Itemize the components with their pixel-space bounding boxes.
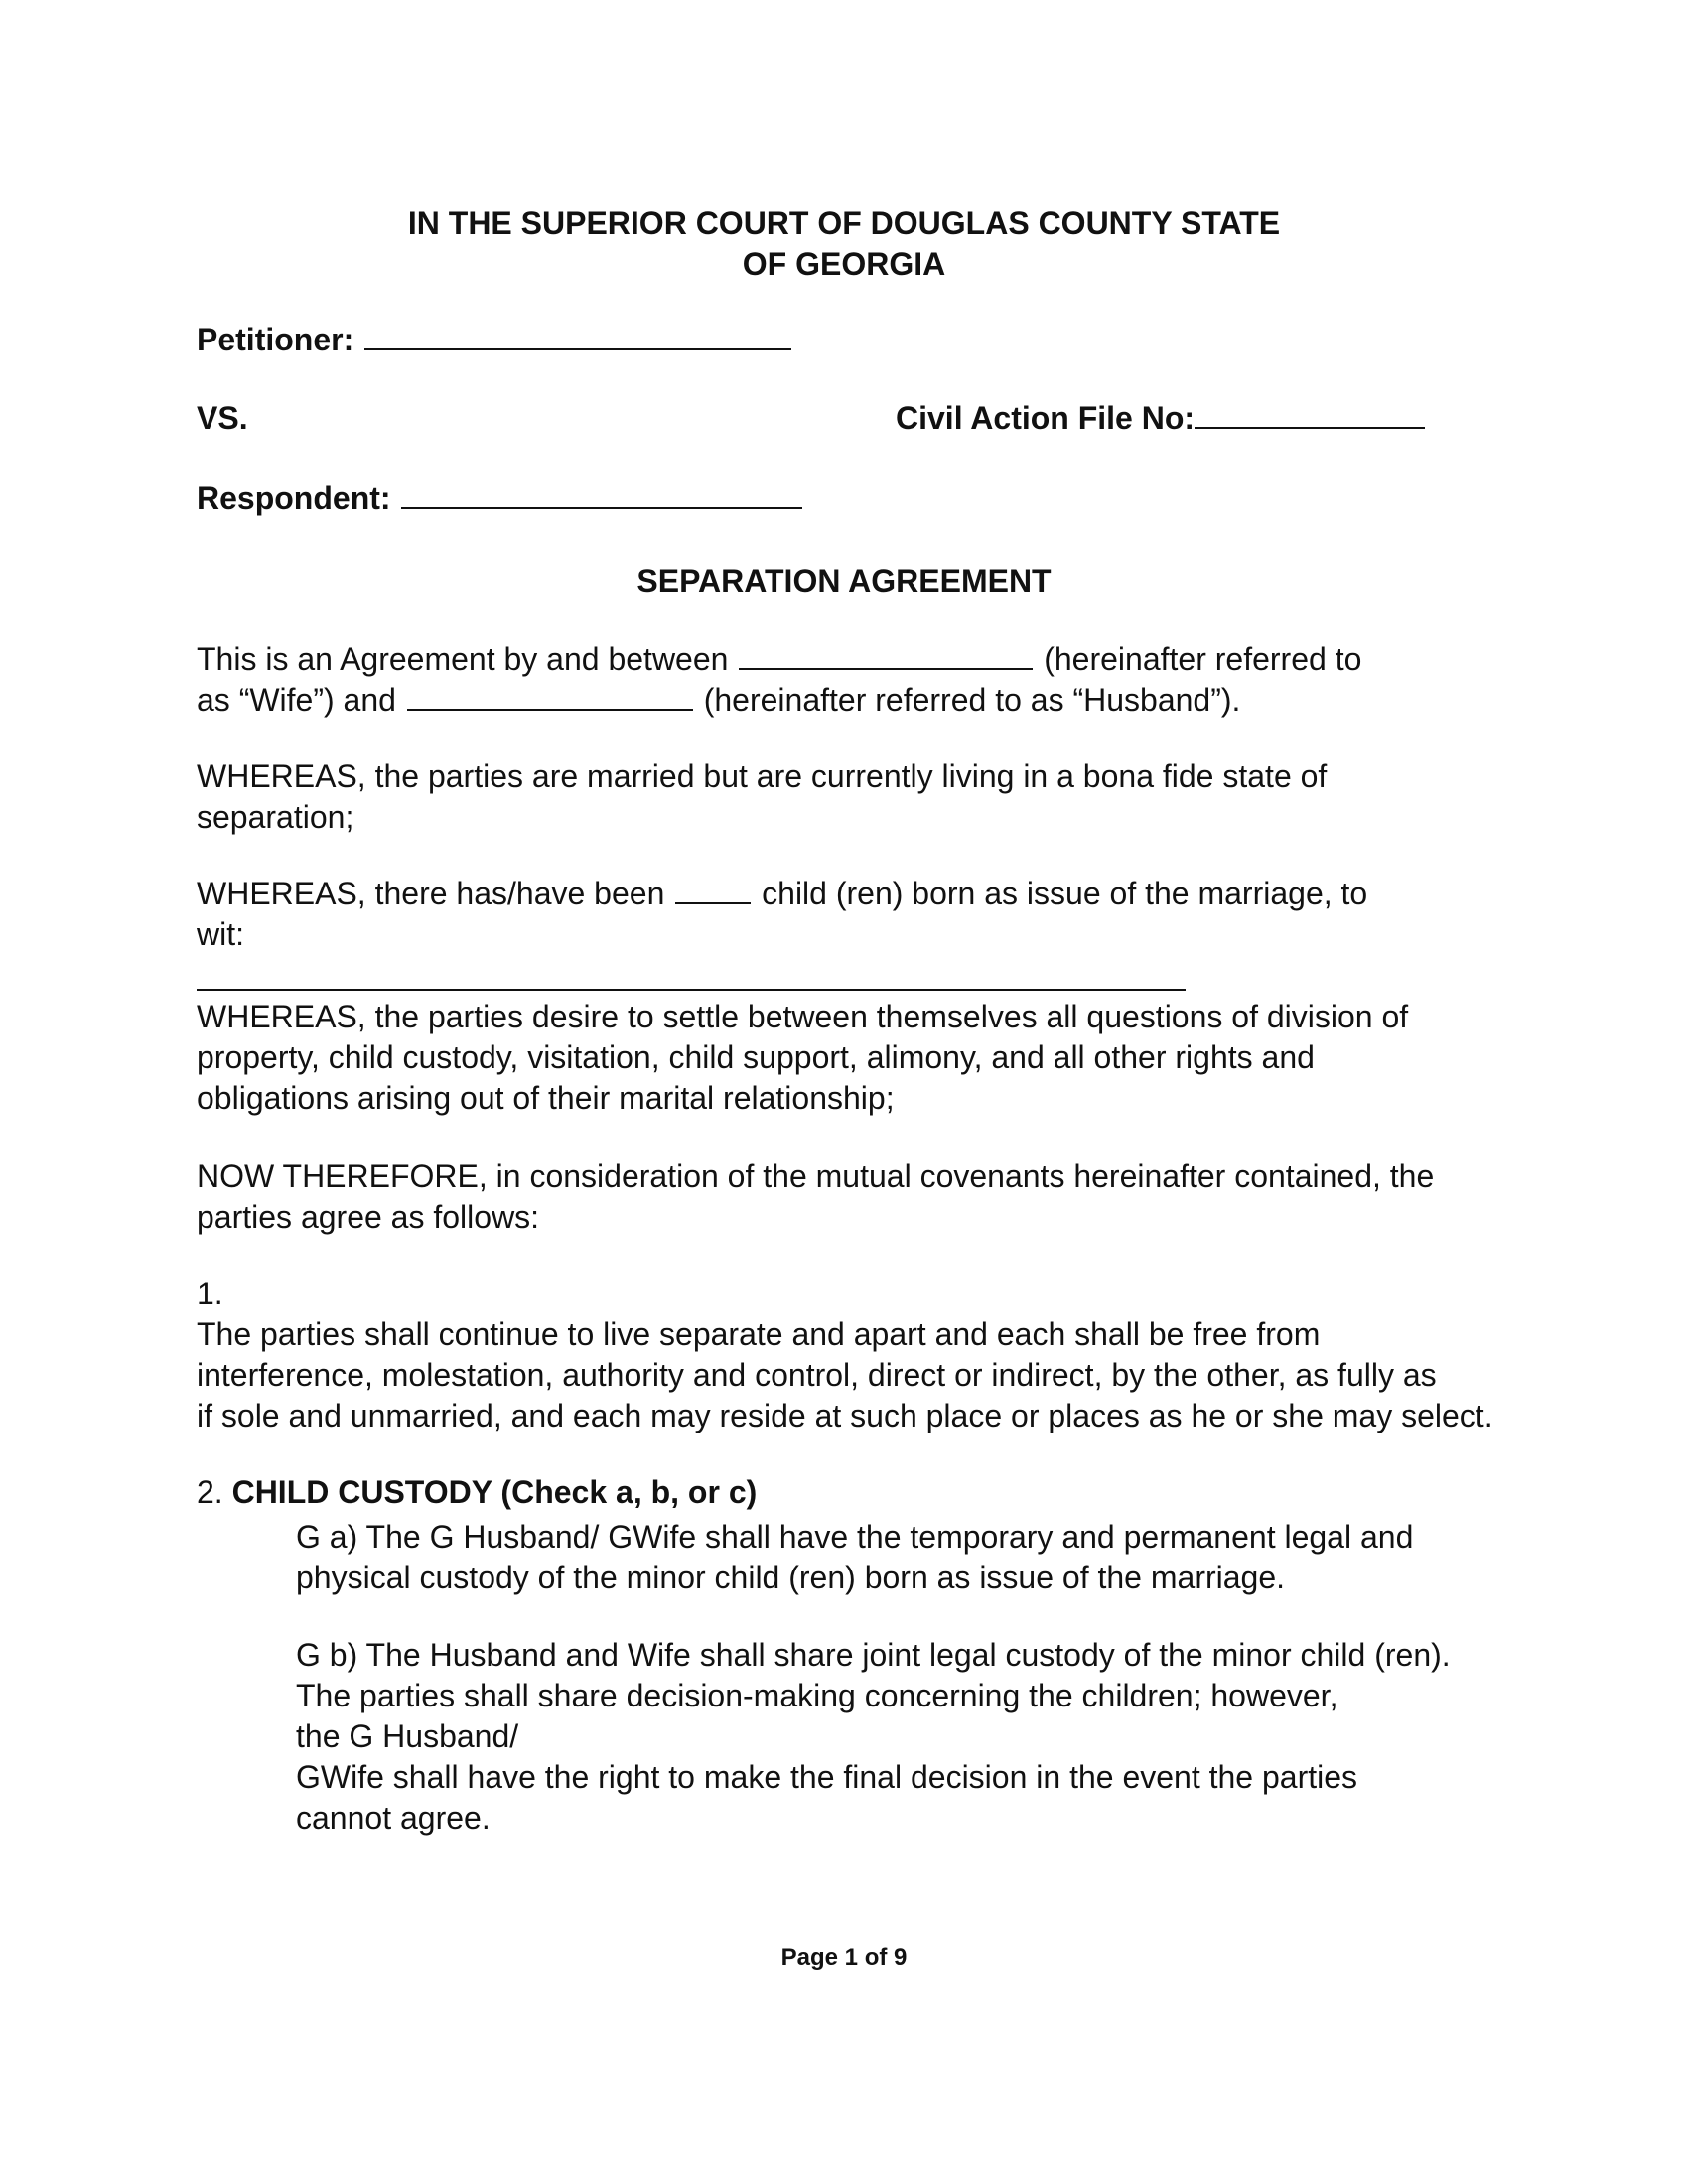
whereas1-line2: separation; <box>197 799 354 835</box>
whereas3-line1: WHEREAS, the parties desire to settle between themselves all questions of division of <box>197 999 1409 1034</box>
respondent-line <box>197 478 804 519</box>
section2-heading: CHILD CUSTODY (Check a, b, or c) <box>231 1474 758 1510</box>
whereas3-line3: obligations arising out of their marital relationship; <box>197 1080 895 1116</box>
intro-line2 <box>197 679 1240 721</box>
option-b-line1: G b) The Husband and Wife shall share joint legal custody of the minor child (ren). <box>296 1637 1451 1673</box>
husband-name-blank[interactable] <box>407 679 693 711</box>
respondent-blank[interactable] <box>401 478 802 509</box>
vs-label: VS. <box>197 400 248 436</box>
whereas1-line1: WHEREAS, the parties are married but are currently living in a bona fide state of <box>197 758 1328 794</box>
intro-text-a: This is an Agreement by and between <box>197 641 729 677</box>
intro-text-d: (hereinafter referred to as “Husband”). <box>703 682 1241 718</box>
option-a-line1: G a) The G Husband/ GWife shall have the temporary and permanent legal and <box>296 1519 1414 1555</box>
page-number: Page 1 of 9 <box>780 1944 908 1971</box>
section1-line3: if sole and unmarried, and each may reside at such place or places as he or she may select. <box>197 1398 1493 1433</box>
wife-name-blank[interactable] <box>739 638 1033 670</box>
intro-line1 <box>197 638 1361 680</box>
file-no-line <box>896 397 1427 439</box>
section1-number: 1. <box>197 1276 223 1311</box>
court-title-line2: OF GEORGIA <box>742 246 946 282</box>
option-b-line2: The parties shall share decision-making concerning the children; however, <box>296 1678 1338 1713</box>
child-count-blank[interactable] <box>675 873 751 904</box>
respondent-label: Respondent: <box>197 480 391 516</box>
whereas2-text-b: child (ren) born as issue of the marriage, to <box>762 876 1368 911</box>
section2-heading-line <box>197 1471 757 1513</box>
whereas2-line2: wit: <box>197 916 244 952</box>
children-names-blank[interactable] <box>197 989 1186 991</box>
agreement-title: SEPARATION AGREEMENT <box>636 563 1052 599</box>
intro-text-c: as “Wife”) and <box>197 682 396 718</box>
section1-line1: The parties shall continue to live separate and apart and each shall be free from <box>197 1316 1321 1352</box>
section2-number: 2. <box>197 1474 223 1510</box>
whereas2-text-a: WHEREAS, there has/have been <box>197 876 665 911</box>
option-b-line4: GWife shall have the right to make the final decision in the event the parties <box>296 1759 1358 1795</box>
petitioner-label: Petitioner: <box>197 322 354 357</box>
court-title-line1: IN THE SUPERIOR COURT OF DOUGLAS COUNTY STATE <box>407 205 1281 241</box>
petitioner-line <box>197 319 793 360</box>
option-b-line3: the G Husband/ <box>296 1718 519 1754</box>
intro-text-b: (hereinafter referred to <box>1044 641 1362 677</box>
file-no-blank[interactable] <box>1195 397 1425 429</box>
section1-line2: interference, molestation, authority and control, direct or indirect, by the other, as fully as <box>197 1357 1437 1393</box>
option-b-line5: cannot agree. <box>296 1800 491 1836</box>
option-a-line2: physical custody of the minor child (ren) born as issue of the marriage. <box>296 1560 1286 1595</box>
whereas3-line2: property, child custody, visitation, child support, alimony, and all other rights and <box>197 1039 1315 1075</box>
file-no-label: Civil Action File No: <box>896 400 1196 436</box>
petitioner-blank[interactable] <box>364 319 791 350</box>
now-therefore-line1: NOW THEREFORE, in consideration of the mutual covenants hereinafter contained, the <box>197 1159 1435 1194</box>
whereas2-line1 <box>197 873 1367 914</box>
now-therefore-line2: parties agree as follows: <box>197 1199 540 1235</box>
